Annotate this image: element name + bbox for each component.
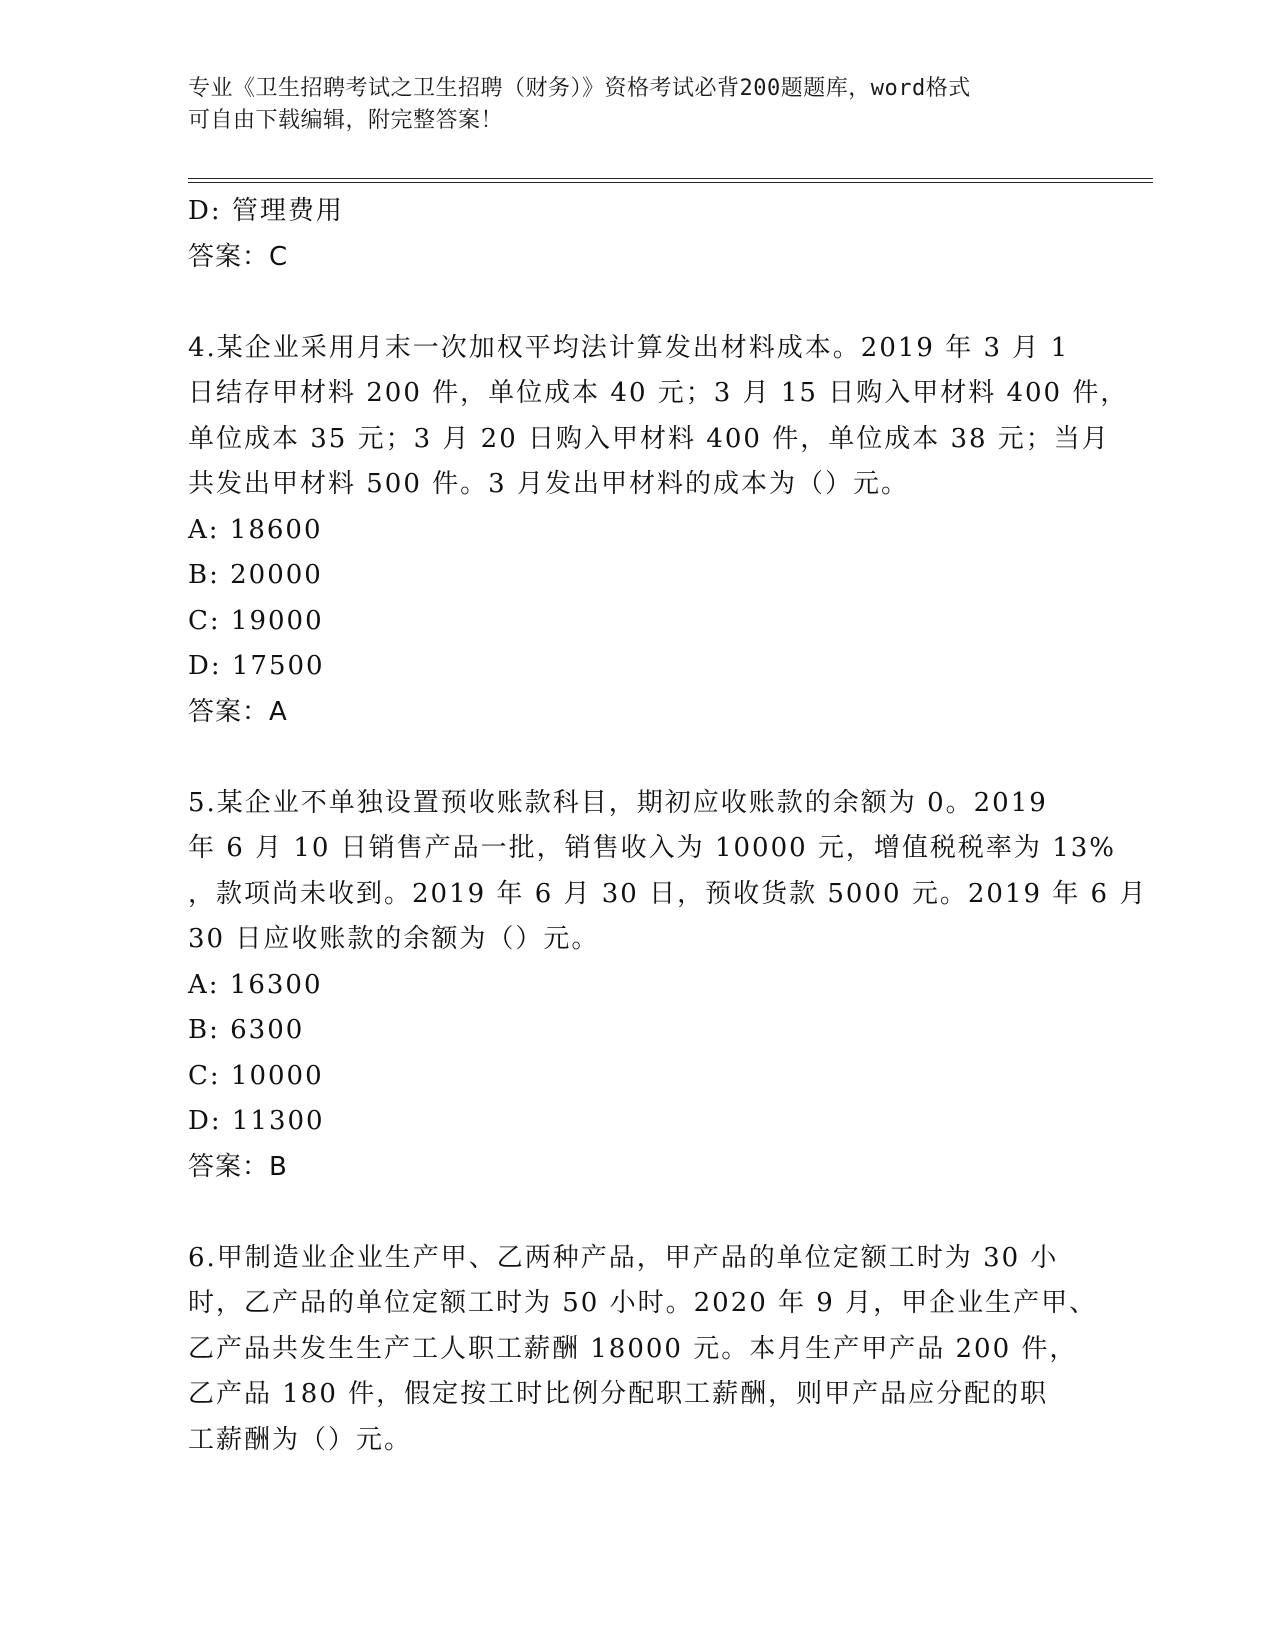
question-text-line: 4.某企业采用月末一次加权平均法计算发出材料成本。2019 年 3 月 1 [188,332,1070,363]
question-text-line: 工薪酬为（）元。 [188,1424,413,1455]
option-c: C: 19000 [188,605,324,636]
question-text-line: 30 日应收账款的余额为（）元。 [188,924,600,954]
answer: 答案：B [188,1151,288,1182]
document-header [188,73,1088,137]
option-a: A: 16300 [188,969,323,1000]
header-divider-thick [188,178,1153,179]
option-a: A: 18600 [188,514,323,545]
question-4 [188,326,1129,736]
question-text-line: 6.甲制造业企业生产甲、乙两种产品，甲产品的单位定额工时为 30 小 [188,1242,1059,1273]
question-text-line: 乙产品共发生生产工人职工薪酬 18000 元。本月生产甲产品 200 件， [188,1333,1078,1364]
header-line-1: 专业《卫生招聘考试之卫生招聘（财务）》资格考试必背200题题库，word格式 [188,76,971,101]
question-text-line: ，款项尚未收到。2019 年 6 月 30 日，预收货款 5000 元。2019 年 6 月 [188,878,1148,909]
header-line-2: 可自由下载编辑，附完整答案！ [188,108,504,133]
header-divider-thin [188,182,1153,183]
question-text-line: 乙产品 180 件，假定按工时比例分配职工薪酬，则甲产品应分配的职 [188,1379,1049,1409]
question-text-line: 5.某企业不单独设置预收账款科目，期初应收账款的余额为 0。2019 [188,787,1048,818]
prev-option-d: D: 管理费用 [188,196,344,226]
question-6 [188,1236,1098,1464]
spacer [188,1190,1088,1236]
document-body [188,189,1148,1463]
question-text-line: 时，乙产品的单位定额工时为 50 小时。2020 年 9 月，甲企业生产甲、 [188,1288,1098,1318]
prev-answer: 答案：C [188,241,289,272]
question-text-line: 日结存甲材料 200 件，单位成本 40 元；3 月 15 日购入甲材料 400 件， [188,378,1129,408]
option-c: C: 10000 [188,1060,324,1091]
option-d: D: 17500 [188,651,325,681]
question-5 [188,781,1148,1191]
question-text-line: 年 6 月 10 日销售产品一批，销售收入为 10000 元，增值税税率为 13% [188,833,1116,863]
option-b: B: 6300 [188,1015,305,1045]
question-text-line: 共发出甲材料 500 件。3 月发出甲材料的成本为（）元。 [188,469,909,499]
question-text-line: 单位成本 35 元；3 月 20 日购入甲材料 400 件，单位成本 38 元；当月 [188,423,1110,454]
option-b: B: 20000 [188,560,323,590]
spacer [188,280,1088,326]
option-d: D: 11300 [188,1106,325,1136]
answer: 答案：A [188,696,288,727]
spacer [188,735,1088,781]
